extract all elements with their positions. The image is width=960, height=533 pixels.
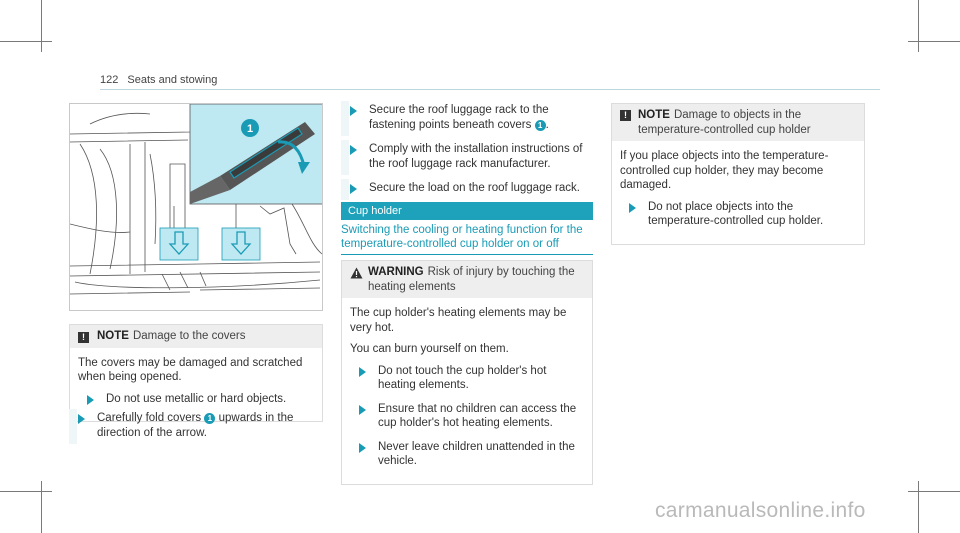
note-keyword: NOTE bbox=[97, 330, 129, 342]
warning-header bbox=[342, 261, 592, 298]
step-arrow-icon bbox=[350, 106, 357, 116]
step-arrow-icon bbox=[629, 203, 636, 213]
warning-body: You can burn yourself on them. bbox=[350, 343, 509, 355]
crop-mark bbox=[918, 0, 919, 52]
crop-mark bbox=[908, 41, 960, 42]
callout-ref-icon: 1 bbox=[204, 413, 215, 424]
warning-box bbox=[341, 260, 593, 485]
instruction-step: Secure the load on the roof luggage rack. bbox=[341, 181, 593, 196]
crop-mark bbox=[0, 41, 52, 42]
crop-mark bbox=[908, 491, 960, 492]
page-number: 122 bbox=[100, 74, 119, 86]
note-keyword: NOTE bbox=[638, 109, 670, 121]
crop-mark bbox=[41, 481, 42, 533]
instruction-step: Never leave children unattended in the vehicle. bbox=[350, 440, 584, 469]
roof-rack-cover-figure bbox=[69, 103, 323, 311]
instruction-step: Secure the roof luggage rack to the fastening points beneath covers 1 . bbox=[341, 103, 593, 132]
step-arrow-icon bbox=[359, 367, 366, 377]
instruction-step: Do not place objects into the temperature-controlled cup holder. bbox=[620, 200, 856, 229]
car-roof-illustration bbox=[70, 104, 323, 311]
callout-ref-icon: 1 bbox=[535, 120, 546, 131]
instruction-step-fold: Carefully fold covers 1 upwards in the direction of the arrow. bbox=[69, 411, 323, 440]
svg-text:1: 1 bbox=[246, 123, 254, 135]
note-title: Damage to the covers bbox=[132, 330, 246, 342]
instruction-step: Comply with the installation instructions of the roof luggage rack manufacturer. bbox=[341, 142, 593, 171]
step-arrow-icon bbox=[87, 395, 94, 405]
page-header bbox=[100, 73, 217, 88]
section-name: Seats and stowing bbox=[127, 74, 218, 86]
note-box-cup-holder bbox=[611, 103, 865, 245]
note-header bbox=[612, 104, 864, 141]
warning-body: The cup holder's heating elements may be very hot. bbox=[350, 307, 567, 334]
crop-mark bbox=[0, 491, 52, 492]
step-arrow-icon bbox=[78, 414, 85, 424]
note-box-covers bbox=[69, 324, 323, 422]
crop-mark bbox=[918, 481, 919, 533]
note-body: The covers may be damaged and scratched when being opened. bbox=[78, 356, 303, 383]
note-title: Damage to objects in the temperature-controlled cup holder bbox=[638, 109, 811, 136]
watermark-text: carmanualsonline.info bbox=[655, 499, 866, 522]
subsection-title: Switching the cooling or heating function for the temperature-controlled cup holder on or off bbox=[341, 224, 593, 255]
step-arrow-icon bbox=[350, 145, 357, 155]
warning-title: Risk of injury by touching the heating elements bbox=[368, 266, 575, 293]
exclamation-icon: ! bbox=[620, 110, 631, 121]
crop-mark bbox=[41, 0, 42, 52]
section-title: Cup holder bbox=[341, 202, 593, 220]
arrow-panel-left bbox=[160, 228, 198, 260]
step-arrow-icon bbox=[350, 184, 357, 194]
instruction-step: Do not use metallic or hard objects. bbox=[78, 392, 314, 407]
instruction-step: Ensure that no children can access the cup holder's hot heating elements. bbox=[350, 402, 584, 431]
step-arrow-icon bbox=[359, 443, 366, 453]
instruction-step: Do not touch the cup holder's hot heating elements. bbox=[350, 364, 584, 393]
exclamation-icon: ! bbox=[78, 332, 89, 343]
warning-triangle-icon bbox=[350, 267, 363, 279]
arrow-panel-right bbox=[222, 228, 260, 260]
header-rule bbox=[100, 89, 880, 90]
step-arrow-icon bbox=[359, 405, 366, 415]
note-body: If you place objects into the temperature-controlled cup holder, they may become damaged. bbox=[620, 150, 829, 191]
note-header bbox=[70, 325, 322, 348]
warning-keyword: WARNING bbox=[368, 266, 424, 278]
